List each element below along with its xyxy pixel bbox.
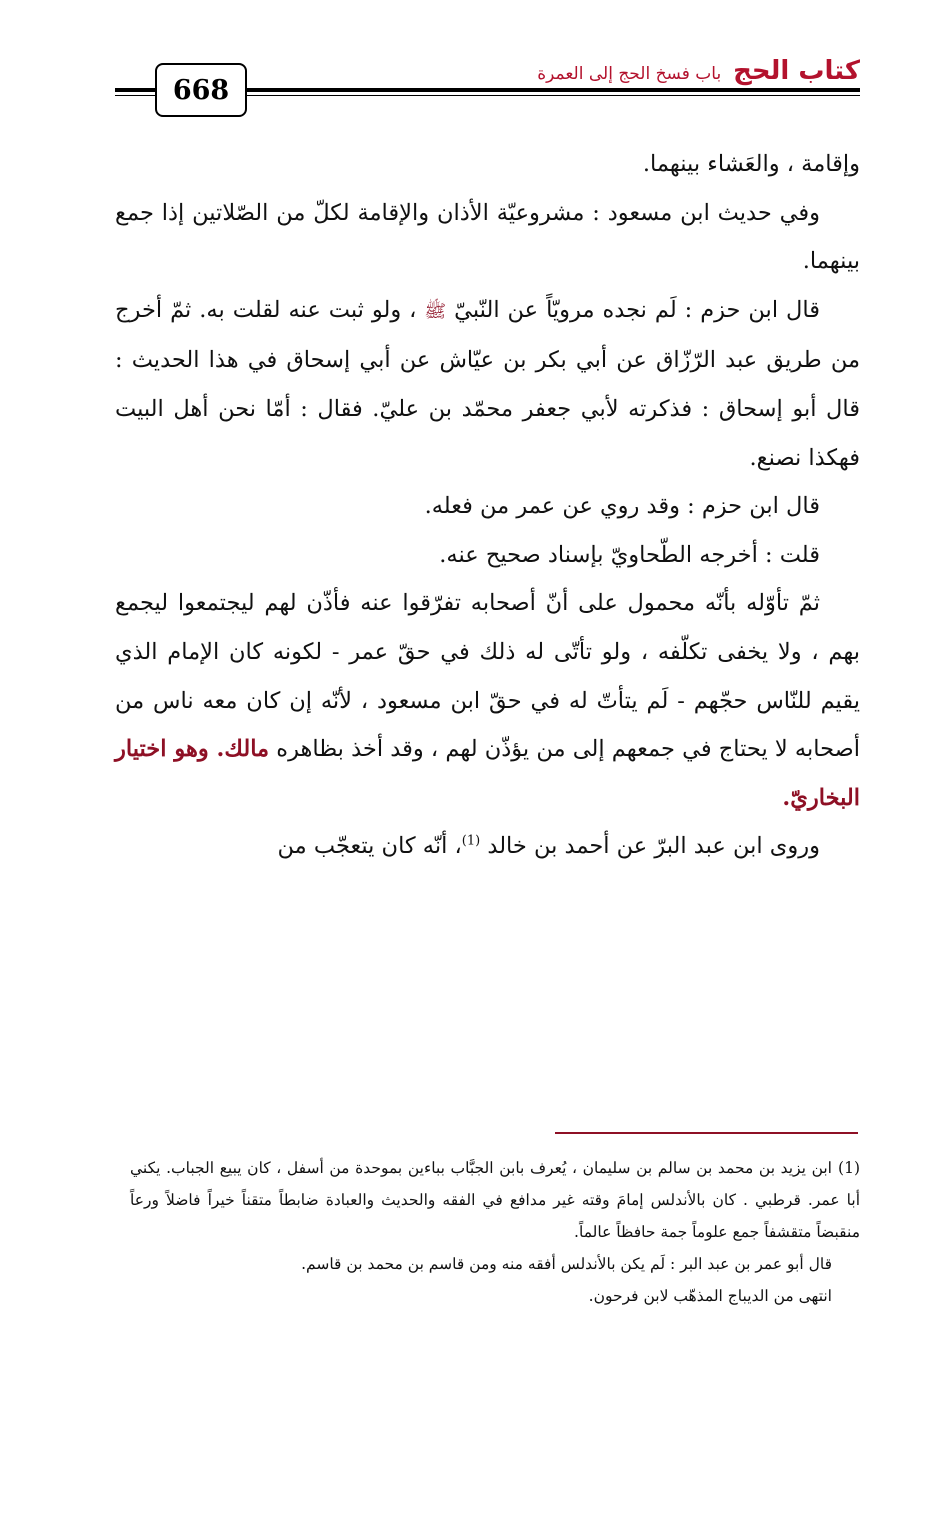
highlighted-phrase: مالك. وهو اختيار البخاريّ. <box>115 736 860 811</box>
header-title-group <box>537 56 860 92</box>
page-header <box>115 48 860 128</box>
paragraph-2: وفي حديث ابن مسعود : مشروعيّة الأذان والإقامة لكلّ من الصّلاتين إذا جمع بينهما. <box>115 199 860 275</box>
paragraph-3 <box>115 286 860 482</box>
paragraph-7-part-2: ، أنّه كان يتعجّب من <box>277 833 462 860</box>
footnote-1-source: انتهى من الديباج المذهّب لابن فرحون. <box>588 1287 832 1305</box>
paragraph-1: وإقامة ، والعَشاء بينهما. <box>642 151 860 177</box>
salutation-glyph: ﷺ <box>424 300 447 322</box>
footnotes <box>130 1152 860 1312</box>
paragraph-6-part-1: ثمّ تأوّله بأنّه محمول على أنّ أصحابه تفرّقوا عنه فأذّن لهم ليجتمعوا ليجمع بهم ، ولا يخفى تكلّفه ، ولو تأتّى له ذلك في حقّ عمر - لكونه كان الإمام الذي يقيم للنّاس حجّهم - لَم يتأتّ له في حقّ ابن مسعود ، لأنّه إن كان معه ناس من أصحابه لا يحتاج في جمعهم إلى من يؤذّن لهم ، وقد أخذ بظاهره <box>115 590 860 763</box>
footnote-separator <box>555 1132 858 1134</box>
page-number: 668 <box>155 63 247 117</box>
book-title-text: كتاب الحج <box>733 56 860 86</box>
paragraph-4: قال ابن حزم : وقد روي عن عمر من فعله. <box>424 493 820 520</box>
paragraph-3-part-2: ، ولو ثبت عنه لقلت به. ثمّ أخرج من طريق عبد الرّزّاق عن أبي بكر بن عيّاش عن أبي إسحاق في هذا الحديث : قال أبو إسحاق : فذكرته لأبي جعفر محمّد بن عليّ. فقال : أمّا نحن أهل البيت فهكذا نصنع. <box>115 296 860 471</box>
footnote-1-number: (1) <box>838 1159 860 1177</box>
footnote-1-quote: قال أبو عمر بن عبد البر : لَم يكن بالأندلس أفقه منه ومن قاسم بن محمد بن قاسم. <box>301 1255 832 1273</box>
chapter-title: باب فسخ الحج إلى العمرة <box>537 64 722 84</box>
footnote-1 <box>130 1152 860 1248</box>
paragraph-6 <box>115 579 860 822</box>
paragraph-7 <box>115 822 860 871</box>
paragraph-3-part-1: قال ابن حزم : لَم نجده مرويّاً عن النّبيّ <box>446 296 820 323</box>
footnote-reference[interactable]: (1) <box>461 833 481 849</box>
paragraph-7-part-1: وروى ابن عبد البرّ عن أحمد بن خالد <box>480 833 820 860</box>
book-title <box>733 56 860 86</box>
paragraph-5: قلت : أخرجه الطّحاويّ بإسناد صحيح عنه. <box>439 541 820 568</box>
main-text <box>115 140 860 871</box>
footnote-1-text: ابن يزيد بن محمد بن سالم بن سليمان ، يُعرف بابن الجبَّاب بباءين بموحدة من أسفل ، كان يبيع الجباب. يكني أبا عمر. قرطبي . كان بالأندلس إمامَ وقته غير مدافع في الفقه والحديث والعبادة ضابطاً متقناً خيراً فاضلاً ورعاً منقبضاً متقشفاً جمع علوماً جمة حافظاً عالماً. <box>130 1159 860 1241</box>
